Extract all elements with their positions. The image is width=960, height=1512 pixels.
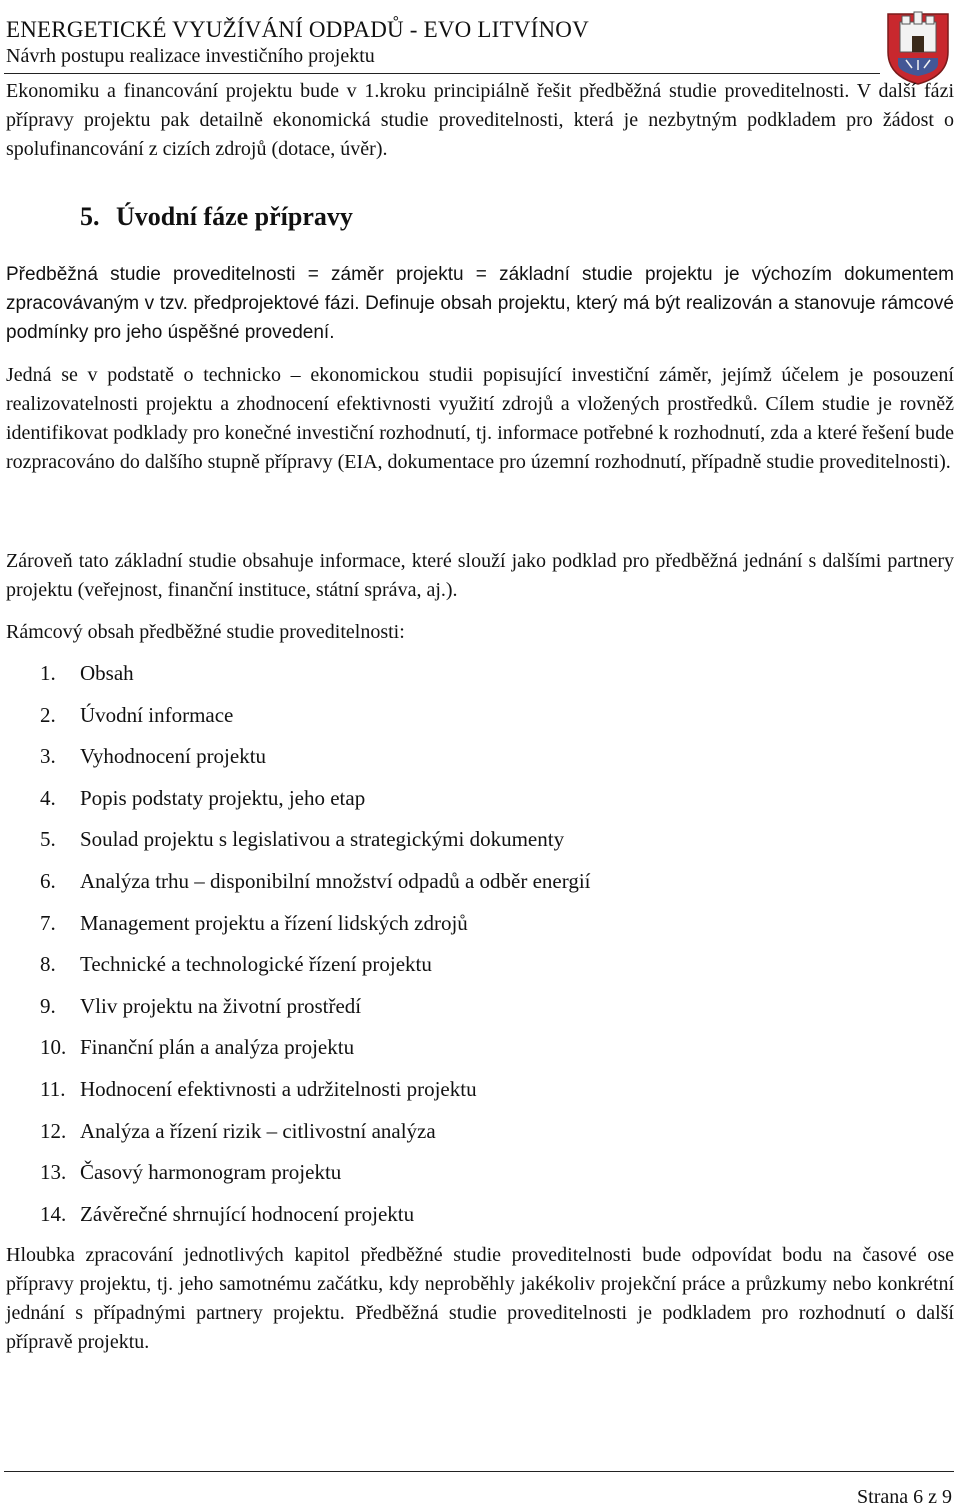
section-number: 5.	[80, 202, 100, 231]
list-item: 1. Obsah	[40, 661, 134, 685]
list-item: 12. Analýza a řízení rizik – citlivostní analýza	[40, 1118, 436, 1143]
list-item: 2. Úvodní informace	[40, 702, 234, 727]
list-item: 14. Závěrečné shrnující hodnocení projektu	[40, 1201, 415, 1226]
list-item: 13. Časový harmonogram projektu	[40, 1160, 342, 1185]
document-subtitle: Návrh postupu realizace investičního projektu	[6, 45, 375, 67]
footer-divider	[4, 1471, 954, 1472]
paragraph-negotiations: Zároveň tato základní studie obsahuje informace, které slouží jako podklad pro předběžná jednání s dalšími partnery projektu (veřejnost, finanční instituce, státní správa, aj.).	[6, 550, 954, 601]
list-item: 11. Hodnocení efektivnosti a udržitelnosti projektu	[40, 1076, 477, 1101]
document-title: ENERGETICKÉ VYUŽÍVÁNÍ ODPADŮ - EVO LITVÍNOV	[6, 17, 589, 42]
header-divider	[4, 73, 880, 74]
page-number: Strana 6 z 9	[857, 1486, 952, 1508]
list-item: 10. Finanční plán a analýza projektu	[40, 1035, 355, 1060]
closing-paragraph: Hloubka zpracování jednotlivých kapitol předběžné studie proveditelnosti bude odpovídat bodu na časové ose přípravy projektu, tj. jeho samotnému začátku, kdy neproběhly jakékoliv projekční práce a průzkumy nebo konkrétní jednání s případnými partnery projektu. Předběžná studie proveditelnosti je podkladem pro rozhodnutí o další přípravě projektu.	[6, 1244, 954, 1353]
list-item: 8. Technické a technologické řízení projektu	[40, 952, 432, 977]
list-item: 6. Analýza trhu – disponibilní množství odpadů a odběr energií	[40, 868, 591, 893]
page-header	[6, 16, 876, 69]
section-heading	[80, 202, 353, 232]
list-intro: Rámcový obsah předběžné studie proveditelnosti:	[6, 621, 405, 643]
list-item: 3. Vyhodnocení projektu	[40, 744, 267, 769]
paragraph-preliminary-study: Předběžná studie proveditelnosti = záměr projektu = základní studie projektu je výchozím dokumentem zpracovávaným v tzv. předprojektové fázi. Definuje obsah projektu, který má být realizován a stanovuje rámcové podmínky pro jeho úspěšné provedení.	[6, 264, 954, 343]
section-title: Úvodní fáze přípravy	[116, 202, 353, 231]
list-item: 7. Management projektu a řízení lidských zdrojů	[40, 910, 468, 935]
list-item: 4. Popis podstaty projektu, jeho etap	[40, 785, 366, 810]
study-contents-list	[40, 658, 591, 1240]
paragraph-study-description: Jedná se v podstatě o technicko – ekonomickou studii popisující investiční záměr, jejímž účelem je posouzení realizovatelnosti projektu a zhodnocení efektivnosti využití zdrojů a vložených prostředků. Cílem studie je rovněž identifikovat podklady pro konečné investiční rozhodnutí, tj. informace potřebné k rozhodnutí, zda a které řešení bude rozpracováno do dalšího stupně přípravy (EIA, dokumentace pro územní rozhodnutí, případně studie proveditelnosti).	[6, 364, 954, 473]
list-item: 9. Vliv projektu na životní prostředí	[40, 993, 362, 1018]
intro-paragraph: Ekonomiku a financování projektu bude v 1.kroku principiálně řešit předběžná studie proveditelnosti. V další fázi přípravy projektu pak detailně ekonomická studie proveditelnosti, která je nezbytným podkladem pro žádost o spolufinancování z cizích zdrojů (dotace, úvěr).	[6, 80, 954, 160]
city-crest-icon	[882, 6, 954, 86]
list-item: 5. Soulad projektu s legislativou a strategickými dokumenty	[40, 827, 565, 852]
